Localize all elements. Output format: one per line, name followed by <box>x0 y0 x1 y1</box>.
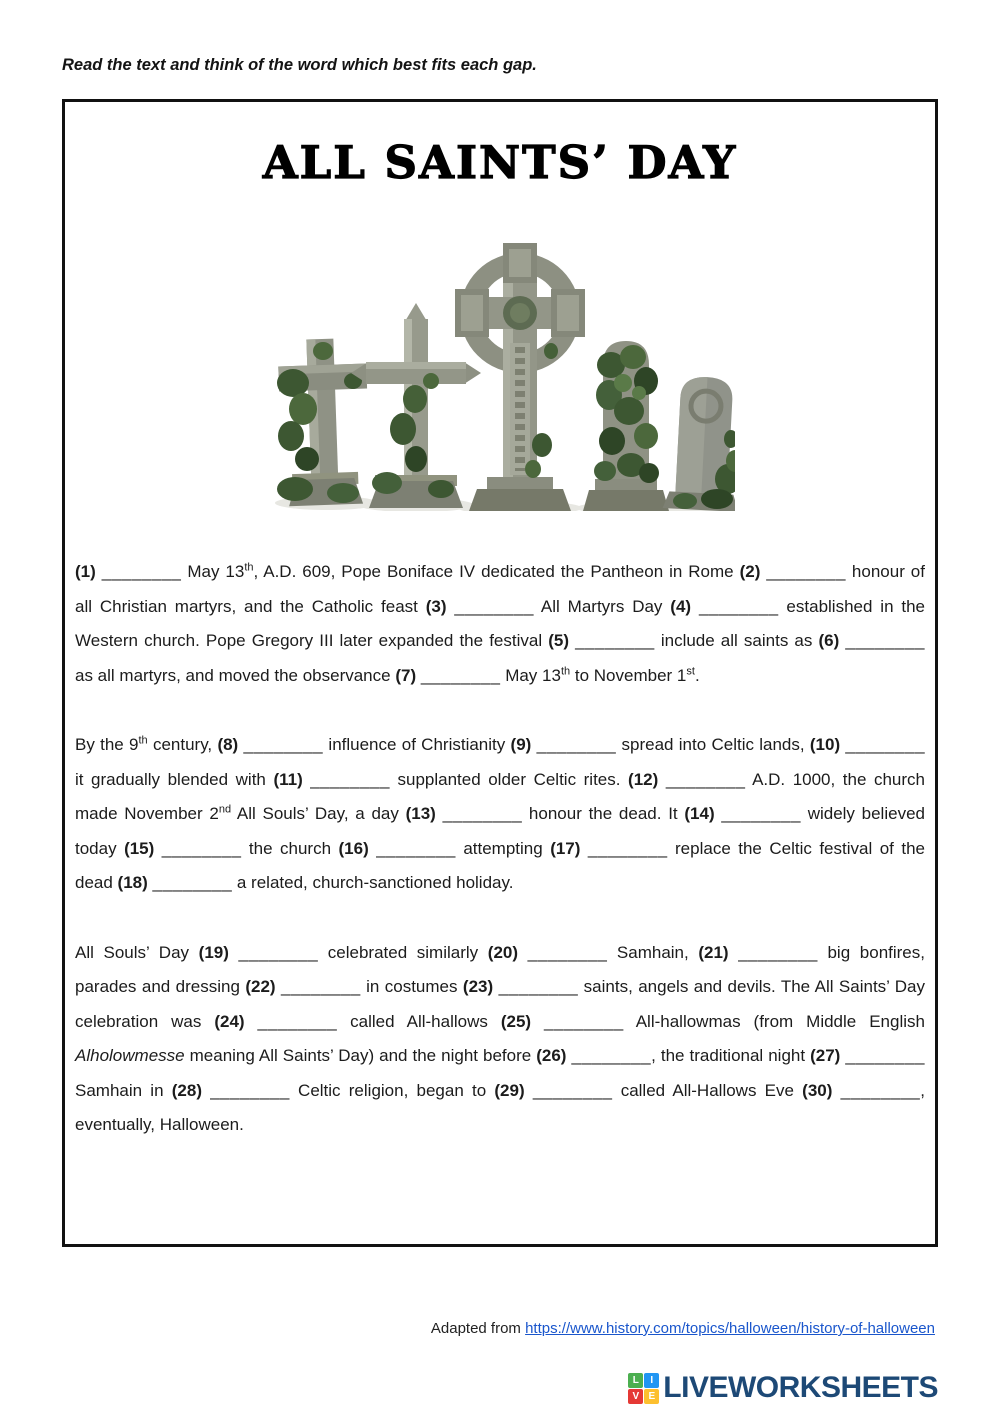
source-link[interactable]: https://www.history.com/topics/halloween/history-of-halloween <box>525 1320 935 1337</box>
gravestones-illustration <box>265 231 735 511</box>
answer-gap[interactable]: ________ <box>575 631 655 650</box>
answer-gap[interactable]: ________ <box>243 735 324 754</box>
instruction-text: Read the text and think of the word which best fits each gap. <box>62 56 537 74</box>
liveworksheets-logo-icon <box>628 1373 659 1404</box>
answer-gap[interactable]: ________ <box>840 1080 921 1100</box>
liveworksheets-logo-text: LIVEWORKSHEETS <box>663 1371 938 1404</box>
gap-fill-text <box>75 555 925 1143</box>
answer-gap[interactable]: ________ <box>845 735 926 754</box>
answer-gap[interactable]: ________ <box>587 838 668 858</box>
answer-gap[interactable]: ________ <box>454 596 535 616</box>
answer-gap[interactable]: ________ <box>571 1046 652 1065</box>
answer-gap[interactable]: ________ <box>532 1080 613 1100</box>
liveworksheets-branding[interactable] <box>628 1371 938 1405</box>
gravestones-image <box>265 231 735 511</box>
worksheet-title: ALL SAINTS’ DAY <box>262 136 738 189</box>
answer-gap[interactable]: ________ <box>665 769 746 789</box>
worksheet-box <box>62 99 938 1247</box>
answer-gap[interactable]: ________ <box>544 1011 624 1031</box>
logo-square-e: E <box>644 1389 659 1404</box>
answer-gap[interactable]: ________ <box>420 665 501 685</box>
paragraph: (1) ________ May 13th, A.D. 609, Pope Boniface IV dedicated the Pantheon in Rome (2) ________ honour of all Christian martyrs, and the Catholic feast (3) ________ All Martyrs Day (4) ________ established in the Western church. Pope Gregory III later expanded the festival (5) ________ include all saints as (6) ________ as all martyrs, and moved the observance (7) ________ May 13th to November 1st. <box>75 561 926 685</box>
answer-gap[interactable]: ________ <box>101 562 182 581</box>
answer-gap[interactable]: ________ <box>442 804 523 823</box>
answer-gap[interactable]: ________ <box>845 631 926 650</box>
answer-gap[interactable]: ________ <box>161 838 242 858</box>
answer-gap[interactable]: ________ <box>738 942 818 962</box>
answer-gap[interactable]: ________ <box>766 562 846 581</box>
answer-gap[interactable]: ________ <box>238 942 319 962</box>
logo-square-v: V <box>628 1389 643 1404</box>
answer-gap[interactable]: ________ <box>210 1080 290 1100</box>
answer-gap[interactable]: ________ <box>527 942 608 962</box>
logo-square-i: I <box>644 1373 659 1388</box>
answer-gap[interactable]: ________ <box>498 977 579 996</box>
source-attribution <box>431 1320 935 1337</box>
answer-gap[interactable]: ________ <box>281 977 361 996</box>
logo-square-l: L <box>628 1373 643 1388</box>
answer-gap[interactable]: ________ <box>257 1011 338 1031</box>
paragraph: By the 9th century, (8) ________ influence of Christianity (9) ________ spread into Celtic lands, (10) ________ it gradually blended with (11) ________ supplanted older Celtic rites. (12) ________ A.D. 1000, the church made November 2nd All Souls’ Day, a day (13) ________ honour the dead. It (14) ________ widely believed today (15) ________ the church (16) ________ attempting (17) ________ replace the Celtic festival of the dead (18) ________ a related, church-sanctioned holiday. <box>75 734 926 892</box>
answer-gap[interactable]: ________ <box>376 838 456 858</box>
adapted-from-label: Adapted from <box>430 1320 526 1337</box>
answer-gap[interactable]: ________ <box>310 769 390 789</box>
answer-gap[interactable]: ________ <box>698 596 779 616</box>
answer-gap[interactable]: ________ <box>721 804 801 823</box>
answer-gap[interactable]: ________ <box>845 1046 925 1065</box>
answer-gap[interactable]: ________ <box>536 735 617 754</box>
answer-gap[interactable]: ________ <box>152 873 233 892</box>
paragraph: All Souls’ Day (19) ________ celebrated similarly (20) ________ Samhain, (21) ________ big bonfires, parades and dressing (22) ________ in costumes (23) ________ saints, angels and devils. The All Saints’ Day celebration was (24) ________ called All-hallows (25) ________ All-hallowmas (from Middle English Alholowmesse meaning All Saints’ Day) and the night before (26) ________, the traditional night (27) ________ Samhain in (28) ________ Celtic religion, began to (29) ________ called All-Hallows Eve (30) ________, eventually, Halloween. <box>75 942 925 1134</box>
